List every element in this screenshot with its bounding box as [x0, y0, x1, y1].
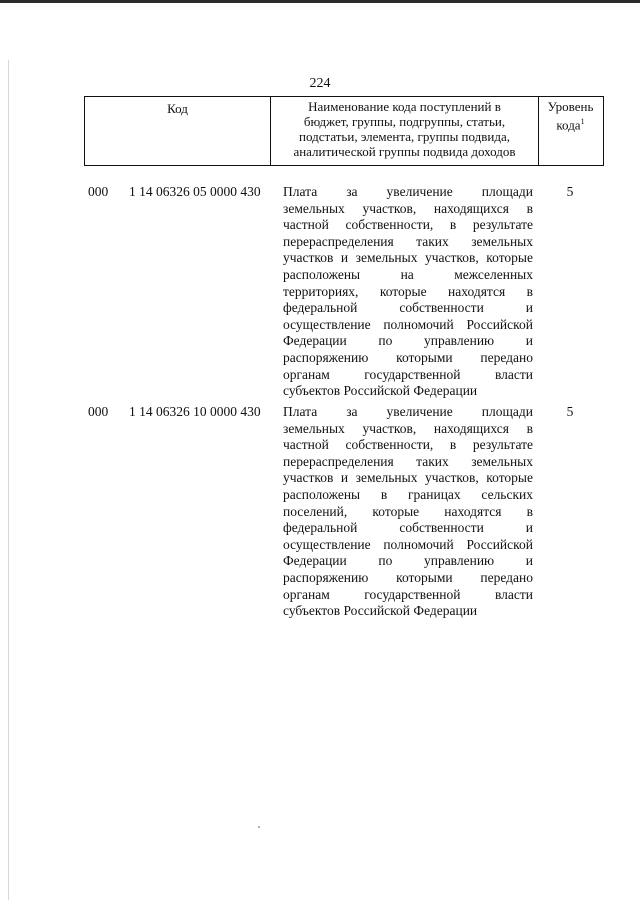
description-line: частной собственности, в результате [283, 217, 533, 233]
description-line: федеральной собственности и [283, 520, 533, 536]
description-line: субъектов Российской Федерации [283, 603, 478, 619]
description-line: земельных участков, находящихся в [283, 420, 533, 436]
description-line: Плата за увеличение площади [283, 184, 533, 199]
description-line: распоряжению которыми передано [283, 349, 533, 365]
header-level-line: Уровень [547, 99, 594, 114]
description-line: Плата за увеличение площади [283, 404, 533, 419]
header-level [539, 97, 602, 165]
description-line: перераспределения таких земельных [283, 453, 533, 469]
description-line: перераспределения таких земельных [283, 233, 533, 249]
header-name-line: аналитической группы подвида доходов [293, 144, 516, 159]
header-code: Код [85, 97, 271, 165]
header-name-line: бюджет, группы, подгруппы, статьи, [303, 114, 506, 129]
description-line: органам государственной власти [283, 586, 533, 602]
description-line: федеральной собственности и [283, 300, 533, 316]
description-line: территориях, которые находятся в [283, 283, 533, 299]
description-line: расположены в границах сельских [283, 486, 533, 502]
description-line: осуществление полномочий Российской [283, 316, 533, 332]
description-line: частной собственности, в результате [283, 437, 533, 453]
description-line: осуществление полномочий Российской [283, 536, 533, 552]
page-number: 224 [309, 76, 331, 91]
revenue-code: 1 14 06326 10 0000 430 [129, 404, 261, 419]
scan-edge [0, 0, 640, 3]
scan-speck [258, 826, 260, 828]
description-line: участков и земельных участков, которые [283, 250, 533, 266]
description-line: распоряжению которыми передано [283, 569, 533, 585]
description-line: субъектов Российской Федерации [283, 383, 478, 399]
description-line: поселений, которые находятся в [283, 503, 533, 519]
table-header [84, 96, 604, 166]
admin-code: 000 [88, 184, 109, 199]
code-level: 5 [566, 184, 574, 199]
description-line: органам государственной власти [283, 366, 533, 382]
footnote-marker: 1 [580, 117, 585, 126]
description-line: участков и земельных участков, которые [283, 470, 533, 486]
header-name [271, 97, 539, 165]
revenue-description [283, 184, 533, 400]
header-level-text: кода [556, 117, 581, 133]
header-level-line [539, 114, 602, 132]
description-line: земельных участков, находящихся в [283, 200, 533, 216]
revenue-code: 1 14 06326 05 0000 430 [129, 184, 261, 199]
admin-code: 000 [88, 404, 109, 419]
revenue-description [283, 404, 533, 620]
header-name-line: Наименование кода поступлений в [308, 99, 501, 114]
header-name-line: подстатьи, элемента, группы подвида, [299, 129, 510, 144]
description-line: Федерации по управлению и [283, 553, 533, 569]
description-line: Федерации по управлению и [283, 333, 533, 349]
description-line: расположены на межселенных [283, 266, 533, 282]
code-level: 5 [566, 404, 574, 419]
scan-fold-line [8, 60, 9, 900]
